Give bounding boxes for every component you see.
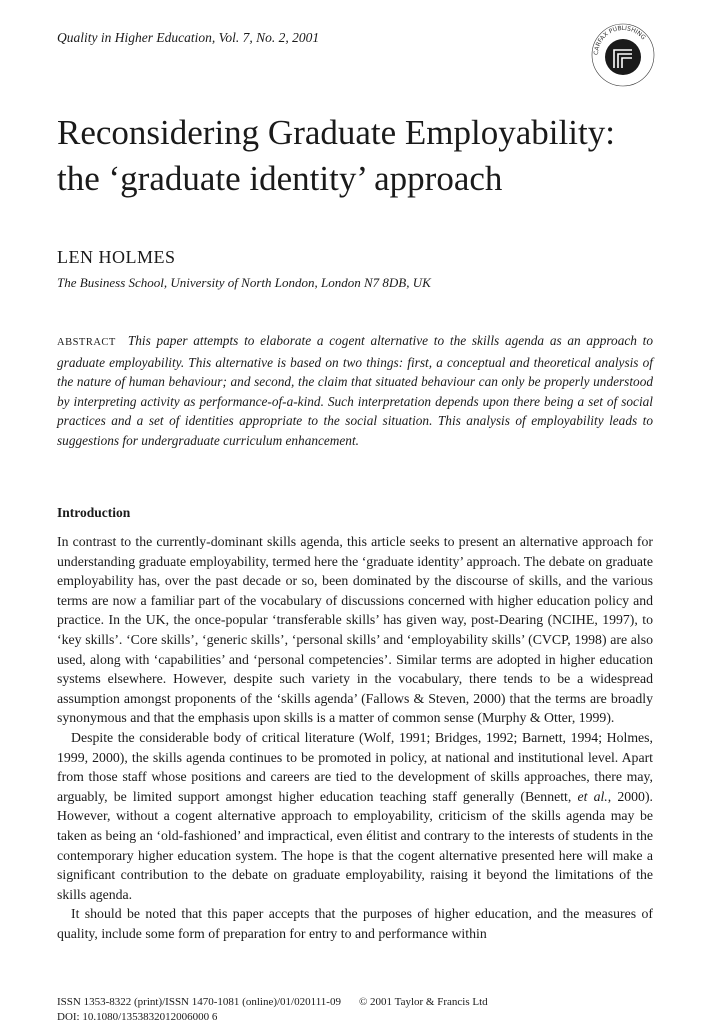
footer-line-1 (57, 995, 488, 1010)
paragraph-1: In contrast to the currently-dominant skills agenda, this article seeks to present an alternative approach for understanding graduate employability, termed here the ‘graduate identity’ approach. The debate on graduate employability has, over the past decade or so, been dominated by the discourse of skills, and the various terms are now a familiar part of the vocabulary of discussions concerned with higher education policy and practice. In the UK, the once-popular ‘transferable skills’ has given way, post-Dearing (NCIHE, 1997), to ‘key skills’. ‘Core skills’, ‘generic skills’, ‘personal skills’ and ‘employability skills’ (CVCP, 1998) are also used, along with ‘capabilities’ and ‘personal competencies’. Similar terms are adopted in higher education systems elsewhere. However, despite such variety in the vocabulary, there tends to be a widespread assumption amongst proponents of the ‘skills agenda’ (Fallows & Steven, 2000) that the terms are broadly synonymous and that the emphasis upon skills is a matter of common sense (Murphy & Otter, 1999). (57, 534, 653, 726)
footer (57, 995, 488, 1025)
carfax-logo-icon (590, 22, 656, 88)
abstract (57, 331, 653, 450)
copyright: © 2001 Taylor & Francis Ltd (358, 996, 488, 1008)
journal-citation: Quality in Higher Education, Vol. 7, No. 2, 2001 (57, 30, 320, 45)
article-title: Reconsidering Graduate Employability: the ‘graduate identity’ approach (57, 113, 615, 198)
body-text (57, 532, 653, 943)
svg-text:CARFAX PUBLISHING: CARFAX PUBLISHING (592, 24, 647, 56)
author-affiliation: The Business School, University of North London, London N7 8DB, UK (57, 275, 431, 290)
paragraph-2 (57, 728, 653, 904)
abstract-text: This paper attempts to elaborate a cogent alternative to the skills agenda as an approach to graduate employability. This alternative is based on two things: first, a conceptual and theoretical analysis of the nature of human behaviour; and second, the claim that situated behaviour can only be properly understood by interpreting activity as performance-of-a-kind. Such interpretation depends upon there being a set of social practices and a set of identities appropriate to the social situation. This analysis of employability leads to suggestions for undergraduate curriculum enhancement. (57, 333, 653, 448)
doi: DOI: 10.1080/1353832012006000 6 (57, 1011, 218, 1023)
issn: ISSN 1353-8322 (print)/ISSN 1470-1081 (online)/01/020111-09 (57, 996, 341, 1008)
paragraph-2-part-b: , 2000). However, without a cogent alternative approach to employability, criticism of the skills agenda may be taken as being an ‘old-fashioned’ and impractical, even élitist and contrary to the interests of students in the contemporary higher education system. The hope is that the cogent alternative presented here will make a significant contribution to the debate on graduate employability, raising it beyond the limitations of the skills agenda. (57, 788, 653, 902)
abstract-label: ABSTRACT (57, 337, 116, 348)
paragraph-2-part-a: Despite the considerable body of critical literature (Wolf, 1991; Bridges, 1992; Barnett, 1994; Holmes, 1999, 2000), the skills agenda continues to be promoted in policy, at national and institutional level. Apart from those staff whose positions and careers are tied to the development of skills approaches, there may, arguably, be limited support amongst higher education teaching staff generally (Bennett, (57, 729, 653, 804)
paragraph-3: It should be noted that this paper accepts that the purposes of higher education, and the measures of quality, include some form of preparation for entry to and performance within (57, 906, 653, 941)
author-name: LEN HOLMES (57, 247, 176, 267)
section-heading-introduction: Introduction (57, 505, 131, 520)
et-al: et al. (577, 788, 608, 804)
